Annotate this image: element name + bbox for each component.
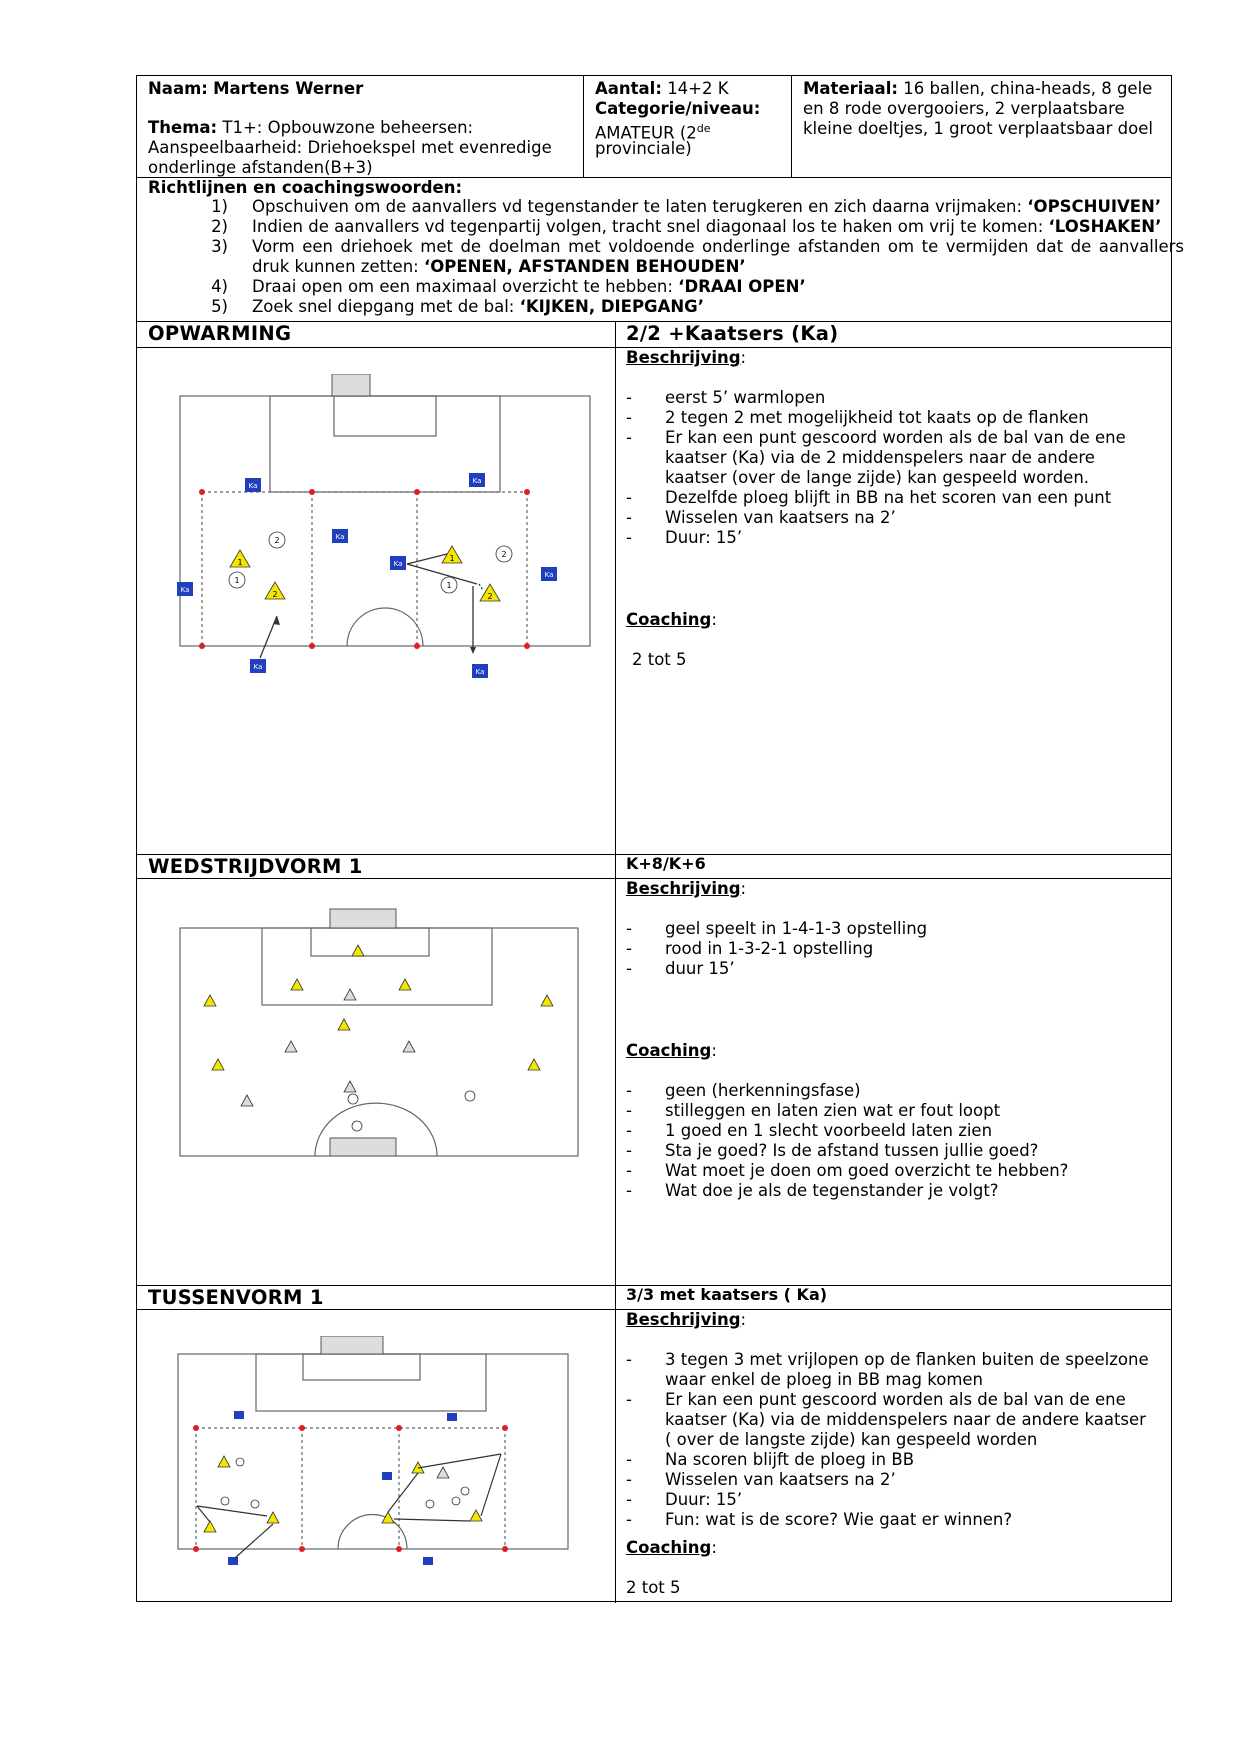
list-item: - Duur: 15’	[626, 1490, 743, 1509]
section-title-tussenvorm: TUSSENVORM 1	[148, 1286, 324, 1309]
section-subtitle-opwarming: 2/2 +Kaatsers (Ka)	[626, 322, 839, 345]
guideline-item-cont: druk kunnen zetten: ‘OPENEN, AFSTANDEN BEHOUDEN’	[252, 257, 746, 276]
list-item: - geen (herkenningsfase)	[626, 1081, 861, 1100]
list-item-cont: ( over de langste zijde) kan gespeeld worden	[665, 1430, 1038, 1449]
svg-text:Ka: Ka	[393, 560, 403, 568]
list-item-cont: kaatser (Ka) via de 2 middenspelers naar de andere	[665, 448, 1095, 467]
thema-line3: onderlinge afstanden(B+3)	[148, 158, 373, 177]
list-item: - stilleggen en laten zien wat er fout loopt	[626, 1101, 1001, 1120]
guidelines-title: Richtlijnen en coachingswoorden:	[148, 178, 463, 197]
categorie-value: AMATEUR (2	[595, 123, 697, 143]
svg-text:2: 2	[272, 590, 278, 599]
list-item: - Wat doe je als de tegenstander je volgt?	[626, 1181, 999, 1200]
section-title-wedstrijdvorm: WEDSTRIJDVORM 1	[148, 855, 363, 878]
materiaal-line2: en 8 rode overgooiers, 2 verplaatsbare	[803, 99, 1125, 118]
guideline-item: 5) Zoek snel diepgang met de bal: ‘KIJKEN, DIEPGANG’	[211, 297, 704, 316]
thema-line1: T1+: Opbouwzone beheersen:	[222, 118, 474, 137]
svg-text:Ka: Ka	[472, 477, 482, 485]
header-name-cell	[137, 76, 583, 177]
svg-text:2: 2	[501, 550, 507, 559]
thema-line2: Aanspeelbaarheid: Driehoekspel met evenredige	[148, 138, 552, 157]
categorie-value-post: provinciale)	[595, 139, 692, 158]
categorie-sup: de	[696, 122, 711, 135]
guideline-item: 2) Indien de aanvallers vd tegenpartij volgen, tracht snel diagonaal los te haken om vrij te komen: ‘LOSHAKEN’	[211, 217, 1162, 236]
guideline-item: 4) Draai open om een maximaal overzicht te hebben: ‘DRAAI OPEN’	[211, 277, 806, 296]
tussenvorm-coaching: Coaching : 2 tot 5	[626, 1538, 717, 1597]
header-aantal-cell	[583, 76, 791, 177]
wedstrijdvorm-diagram	[177, 906, 587, 1166]
section-subtitle-tussenvorm: 3/3 met kaatsers ( Ka)	[626, 1285, 828, 1304]
tussenvorm-description: Beschrijving : - 3 tegen 3 met vrijlopen op de flanken buiten de speelzone waar enkel de ploeg in BB mag komen - Er kan een punt gescoord worden als de bal van de ene kaatser (Ka) via de middenspelers naar de andere kaatser ( over de langste zijde) kan gespeeld worden - Na scoren blijft de ploeg in BB - Wisselen van kaatsers na 2’ - Duur: 15’ - Fun: wat is de score? Wie gaat er winnen?	[626, 1310, 1149, 1529]
list-item: - Er kan een punt gescoord worden als de bal van de ene	[626, 428, 1126, 447]
opwarming-coaching: Coaching : 2 tot 5	[626, 610, 717, 669]
list-item: - Wat moet je doen om goed overzicht te hebben?	[626, 1161, 1069, 1180]
list-item: - Na scoren blijft de ploeg in BB	[626, 1450, 915, 1469]
svg-text:Ka: Ka	[475, 668, 485, 676]
svg-text:1: 1	[449, 554, 455, 563]
coaching-text: 2 tot 5	[626, 1578, 681, 1597]
wedstrijdvorm-description: Beschrijving : - geel speelt in 1-4-1-3 opstelling - rood in 1-3-2-1 opstelling - duur 15’	[626, 879, 928, 978]
list-item: - Wisselen van kaatsers na 2’	[626, 508, 896, 527]
opwarming-description: Beschrijving : - eerst 5’ warmlopen - 2 tegen 2 met mogelijkheid tot kaats op de flanken - Er kan een punt gescoord worden als de bal van de ene kaatser (Ka) via de 2 middenspelers naar de andere kaatser (over de lange zijde) kan gespeeld worden. - Dezelfde ploeg blijft in BB na het scoren van een punt - Wisselen van kaatsers na 2’ - Duur: 15’	[626, 348, 1126, 547]
svg-text:Ka: Ka	[248, 482, 258, 490]
naam-label: Naam:	[148, 79, 208, 98]
list-item-cont: kaatser (Ka) via de middenspelers naar de andere kaatser	[665, 1410, 1146, 1429]
list-item: - Er kan een punt gescoord worden als de bal van de ene	[626, 1390, 1126, 1409]
svg-text:1: 1	[446, 581, 452, 590]
list-item: - geel speelt in 1-4-1-3 opstelling	[626, 919, 928, 938]
svg-text:Ka: Ka	[335, 533, 345, 541]
svg-text:1: 1	[234, 576, 240, 585]
svg-text:2: 2	[274, 536, 280, 545]
materiaal-line3: kleine doeltjes, 1 groot verplaatsbaar doel	[803, 119, 1153, 138]
materiaal-label: Materiaal:	[803, 79, 898, 98]
guidelines-list	[184, 197, 1184, 317]
session-table	[136, 75, 1184, 1602]
list-item: - 3 tegen 3 met vrijlopen op de flanken buiten de speelzone	[626, 1350, 1149, 1369]
list-item: - Fun: wat is de score? Wie gaat er winnen?	[626, 1510, 1013, 1529]
list-item-cont: kaatser (over de lange zijde) kan gespeeld worden.	[665, 468, 1090, 487]
section-title-opwarming: OPWARMING	[148, 322, 292, 345]
svg-text:Ka: Ka	[544, 571, 554, 579]
list-item: - 2 tegen 2 met mogelijkheid tot kaats op de flanken	[626, 408, 1089, 427]
list-item: - Wisselen van kaatsers na 2’	[626, 1470, 896, 1489]
svg-text:2: 2	[487, 592, 493, 601]
list-item: - rood in 1-3-2-1 opstelling	[626, 939, 874, 958]
list-item: - 1 goed en 1 slecht voorbeeld laten zien	[626, 1121, 993, 1140]
list-item-cont: waar enkel de ploeg in BB mag komen	[665, 1370, 984, 1389]
tussenvorm-diagram	[175, 1336, 575, 1576]
svg-text:Ka: Ka	[180, 586, 190, 594]
guideline-item: 1) Opschuiven om de aanvallers vd tegenstander te laten terugkeren en zich daarna vrijmaken: ‘OPSCHUIVEN’	[211, 197, 1162, 216]
wedstrijdvorm-coaching: Coaching : - geen (herkenningsfase) - stilleggen en laten zien wat er fout loopt - 1 goed en 1 slecht voorbeeld laten zien - Sta je goed? Is de afstand tussen jullie goed? - Wat moet je doen om goed overzicht te hebben? - Wat doe je als de tegenstander je volgt?	[626, 1041, 1069, 1200]
svg-text:1: 1	[237, 558, 243, 567]
thema-label: Thema:	[148, 118, 218, 137]
categorie-label: Categorie/niveau:	[595, 99, 761, 118]
opwarming-diagram	[177, 374, 597, 689]
guideline-item: 3) Vorm een driehoek met de doelman met voldoende onderlinge afstanden om te vermijden dat de aanvallers	[211, 237, 1184, 256]
list-item: - Duur: 15’	[626, 528, 743, 547]
aantal-label: Aantal:	[595, 79, 662, 98]
materiaal-line1: 16 ballen, china-heads, 8 gele	[903, 79, 1153, 98]
aantal-value: 14+2 K	[667, 79, 729, 98]
header-materiaal-cell	[791, 76, 1173, 177]
naam-value: Martens Werner	[213, 79, 364, 98]
list-item: - Dezelfde ploeg blijft in BB na het scoren van een punt	[626, 488, 1112, 507]
list-item: - eerst 5’ warmlopen	[626, 388, 826, 407]
coaching-text: 2 tot 5	[632, 650, 687, 669]
svg-text:Ka: Ka	[253, 663, 263, 671]
list-item: - Sta je goed? Is de afstand tussen jullie goed?	[626, 1141, 1039, 1160]
beschrijving-label: Beschrijving	[626, 348, 741, 367]
list-item: - duur 15’	[626, 959, 735, 978]
coaching-label: Coaching	[626, 610, 712, 629]
section-subtitle-wedstrijdvorm: K+8/K+6	[626, 854, 706, 873]
